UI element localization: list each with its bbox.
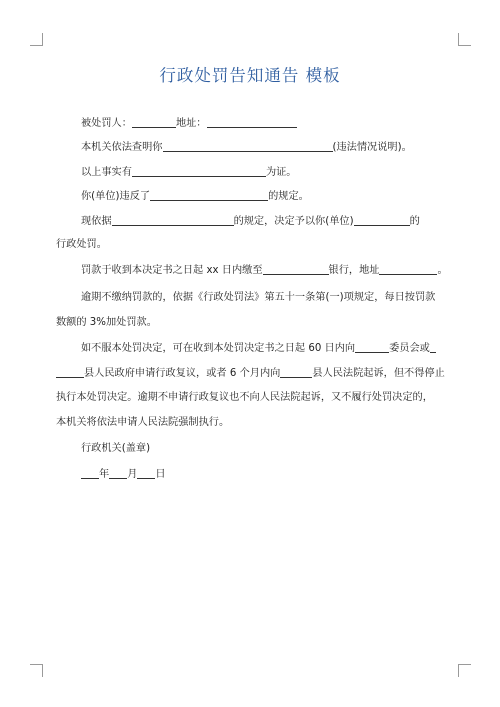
committee-suffix: 委员会或 [389,343,430,354]
address-blank[interactable] [207,116,297,128]
month-blank[interactable] [109,467,127,479]
corner-mark-bottom-right [458,664,471,677]
evidence-text: 以上事实有 [81,167,132,178]
appeal-text-1: 如不服本处罚决定，可在收到本处罚决定书之日起 60 日内向 [81,343,356,354]
county-court-blank[interactable] [280,366,312,378]
address-label: 地址： [175,118,207,129]
corner-mark-bottom-left [30,664,43,677]
violated-rule-suffix: 的规定。 [268,191,309,202]
late-payment-line: 逾期不缴纳罚款的，依据《行政处罚法》第五十一条第(一)项规定，每日按罚款 [81,292,436,303]
evidence-suffix: 为证。 [265,167,297,178]
corner-mark-top-right [458,33,471,46]
penalty-type-blank[interactable] [354,214,410,226]
day-blank[interactable] [137,467,155,479]
legal-basis-text: 现依据 [81,216,112,227]
appeal-text-2: 县人民政府申请行政复议，或者 6 个月内向 [84,368,281,379]
violated-rule-blank[interactable] [150,189,268,201]
violated-rule-line [81,189,309,204]
violation-found-line [81,140,412,155]
bank-blank[interactable] [263,263,329,275]
late-payment-rate-line: 数额的 3%加处罚款。 [56,317,157,328]
committee-blank-tail[interactable] [430,341,436,353]
evidence-line [81,165,297,180]
enforcement-line-2: 本机关将依法申请人民法院强制执行。 [56,417,230,428]
enforcement-line-1: 执行本处罚决定。逾期不申请行政复议也不向人民法院起诉，又不履行处罚决定的， [56,392,433,403]
penalized-party-line [81,116,297,131]
legal-basis-line [81,214,420,229]
fine-payment-period: 。 [437,265,448,276]
bank-address-blank[interactable] [379,263,437,275]
evidence-blank[interactable] [132,165,266,177]
administrative-penalty-text: 行政处罚。 [56,239,107,250]
violated-rule-text: 你(单位)违反了 [81,191,151,202]
appeal-line-1 [81,341,436,356]
decision-suffix: 的 [409,216,420,227]
document-title: 行政处罚告知通告 模板 [159,66,341,85]
year-blank[interactable] [81,467,99,479]
appeal-line-2 [56,366,445,381]
month-label: 月 [127,469,138,480]
date-line [81,467,166,482]
day-label: 日 [155,469,166,480]
year-label: 年 [99,469,110,480]
corner-mark-top-left [30,33,43,46]
committee-blank[interactable] [355,341,389,353]
bank-address-label: 银行，地址 [328,265,380,276]
penalized-party-blank[interactable] [132,116,176,128]
violation-blank[interactable] [163,140,333,152]
appeal-text-3: 县人民法院起诉，但不得停止 [312,368,445,379]
decision-text: 的规定，决定予以你(单位) [233,216,354,227]
fine-payment-text: 罚款于收到本决定书之日起 xx 日内缴至 [81,265,263,276]
violation-note: (违法情况说明)。 [332,142,412,153]
fine-payment-line [81,263,448,278]
legal-basis-blank[interactable] [112,214,234,226]
penalized-party-label: 被处罚人： [81,118,132,129]
violation-found-text: 本机关依法查明你 [81,142,163,153]
issuing-authority-seal: 行政机关(盖章) [81,443,151,454]
county-government-blank[interactable] [56,366,84,378]
